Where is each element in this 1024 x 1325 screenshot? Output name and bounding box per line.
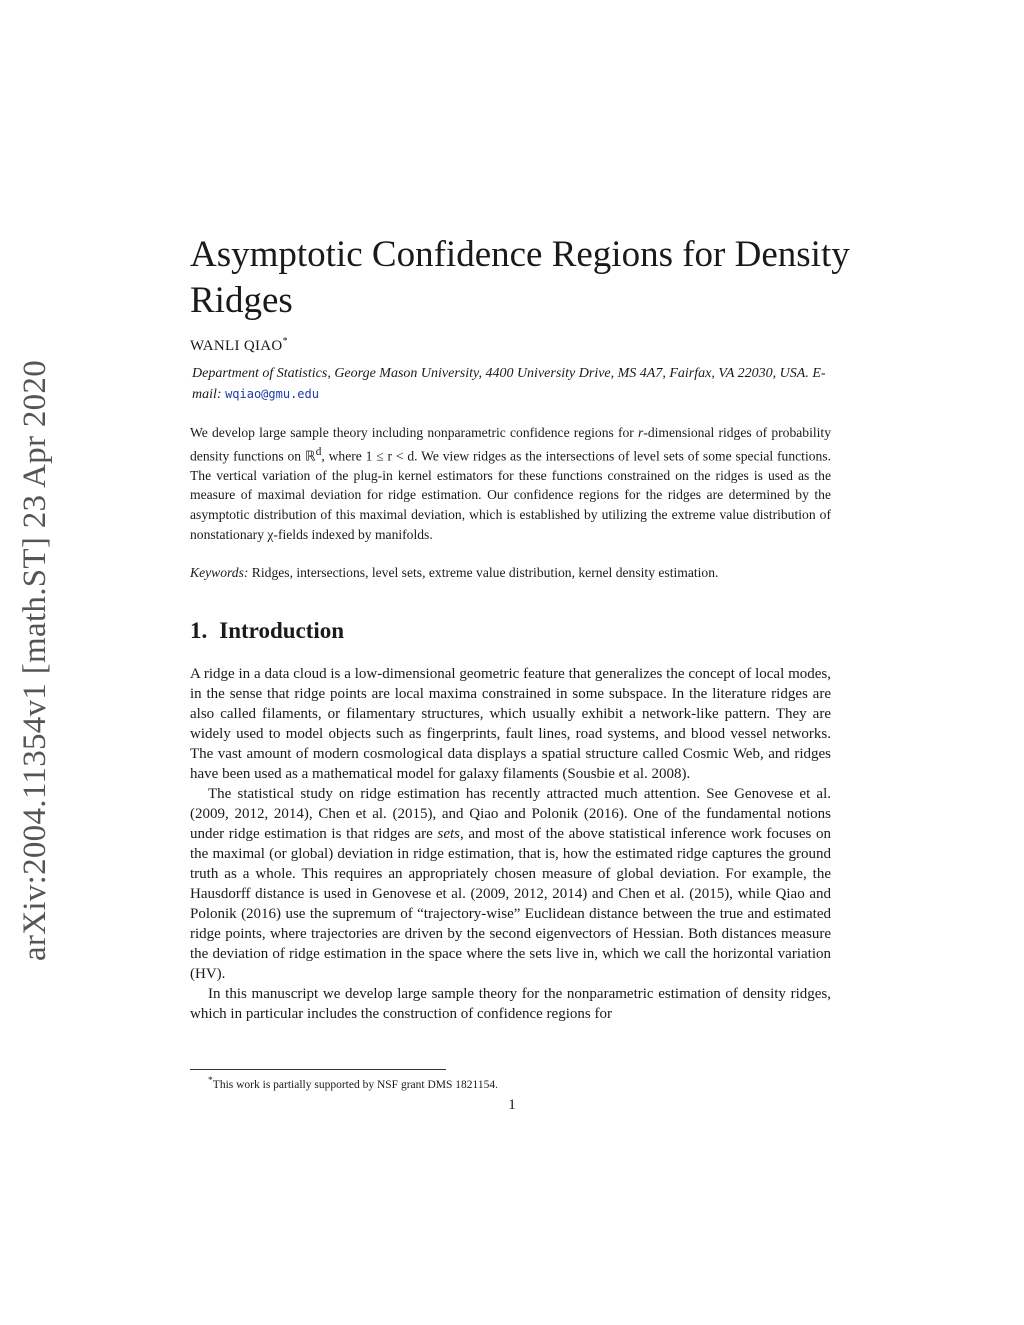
paragraph-2-emphasis: sets xyxy=(437,826,460,842)
paper-title: Asymptotic Confidence Regions for Density Ridges xyxy=(190,234,850,321)
paragraph-1: A ridge in a data cloud is a low-dimensional geometric feature that generalizes the concept of local modes, in the sense that ridge points are local maxima constrained in some subspace. In the literature ridges are also called filaments, or filamentary structures, which usually exhibit a network-like pattern. They are widely used to model objects such as fingerprints, fault lines, road systems, and blood vessel networks. The vast amount of modern cosmological data displays a spatial structure called Cosmic Web, and ridges have been used as a mathematical model for galaxy filaments (Sousbie et al. 2008). xyxy=(190,666,831,782)
author-name: WANLI QIAO xyxy=(190,338,283,354)
arxiv-identifier-sidebar xyxy=(14,340,58,980)
keywords-list: Ridges, intersections, level sets, extreme value distribution, kernel density estimation. xyxy=(248,565,719,580)
abstract-text-3: , where 1 ≤ r < d. We view ridges as the intersections of level sets of some special functions. The vertical variation of the plug-in kernel estimators for these functions constrained on the ridges is used as the measure of maximal deviation for ridge estimation. Our confidence regions for the ridges are determined by the asymptotic distribution of this maximal deviation, which is established by utilizing the extreme value distribution of nonstationary χ-fields indexed by manifolds. xyxy=(190,448,831,542)
section-number: 1. xyxy=(190,618,208,643)
abstract-var-r: r xyxy=(638,425,644,440)
page-number: 1 xyxy=(508,1097,516,1113)
author-line xyxy=(190,336,288,355)
paragraph-3: In this manuscript we develop large sample theory for the nonparametric estimation of density ridges, which in particular includes the construction of confidence regions for xyxy=(190,986,831,1022)
section-title: Introduction xyxy=(219,618,345,643)
footnote-mark: * xyxy=(208,1075,213,1086)
abstract-sup-d: d xyxy=(315,445,322,458)
introduction-body xyxy=(190,664,831,1024)
paragraph-2 xyxy=(190,784,831,984)
abstract xyxy=(190,423,831,544)
section-heading-introduction xyxy=(190,618,344,644)
footnote-text: This work is partially supported by NSF grant DMS 1821154. xyxy=(212,1078,498,1091)
author-email-link[interactable]: wqiao@gmu.edu xyxy=(225,387,319,401)
paragraph-2-text-a: The statistical study on ridge estimation has recently attracted much attention. See Genovese et al. (2009, 2012, 2014), Chen et al. (2015), and Qiao and Polonik (2016). One of the fundamental notions under ridge estimation is that ridges are xyxy=(190,786,831,842)
paragraph-2-text-b: , and most of the above statistical inference work focuses on the maximal (or global) deviation in ridge estimation, that is, how the estimated ridge captures the ground truth as a whole. This requires an appropriately chosen measure of global deviation. For example, the Hausdorff distance is used in Genovese et al. (2009, 2012, 2014) and Chen et al. (2015), while Qiao and Polonik (2016) use the supremum of “trajectory-wise” Euclidean distance between the true and estimated ridge points, where trajectories are driven by the second eigenvectors of Hessian. Both distances measure the deviation of ridge estimation in the space where the sets live in, which we call the horizontal variation (HV). xyxy=(190,826,831,982)
affiliation-text: Department of Statistics, George Mason University, 4400 University Drive, MS 4A7, Fairfax, VA 22030, USA. E-mail: xyxy=(192,366,826,402)
footnote xyxy=(208,1075,498,1091)
abstract-text-1: We develop large sample theory including nonparametric confidence regions for xyxy=(190,425,639,440)
keywords xyxy=(190,563,831,582)
keywords-label: Keywords: xyxy=(190,565,249,580)
arxiv-identifier: arXiv:2004.11354v1 [math.ST] 23 Apr 2020 xyxy=(17,359,54,961)
abstract-text-2: -dimensional ridges of probability density functions on ℝ xyxy=(190,425,831,464)
footnote-rule xyxy=(190,1069,446,1070)
affiliation xyxy=(192,364,832,405)
author-footnote-mark: * xyxy=(282,336,288,347)
